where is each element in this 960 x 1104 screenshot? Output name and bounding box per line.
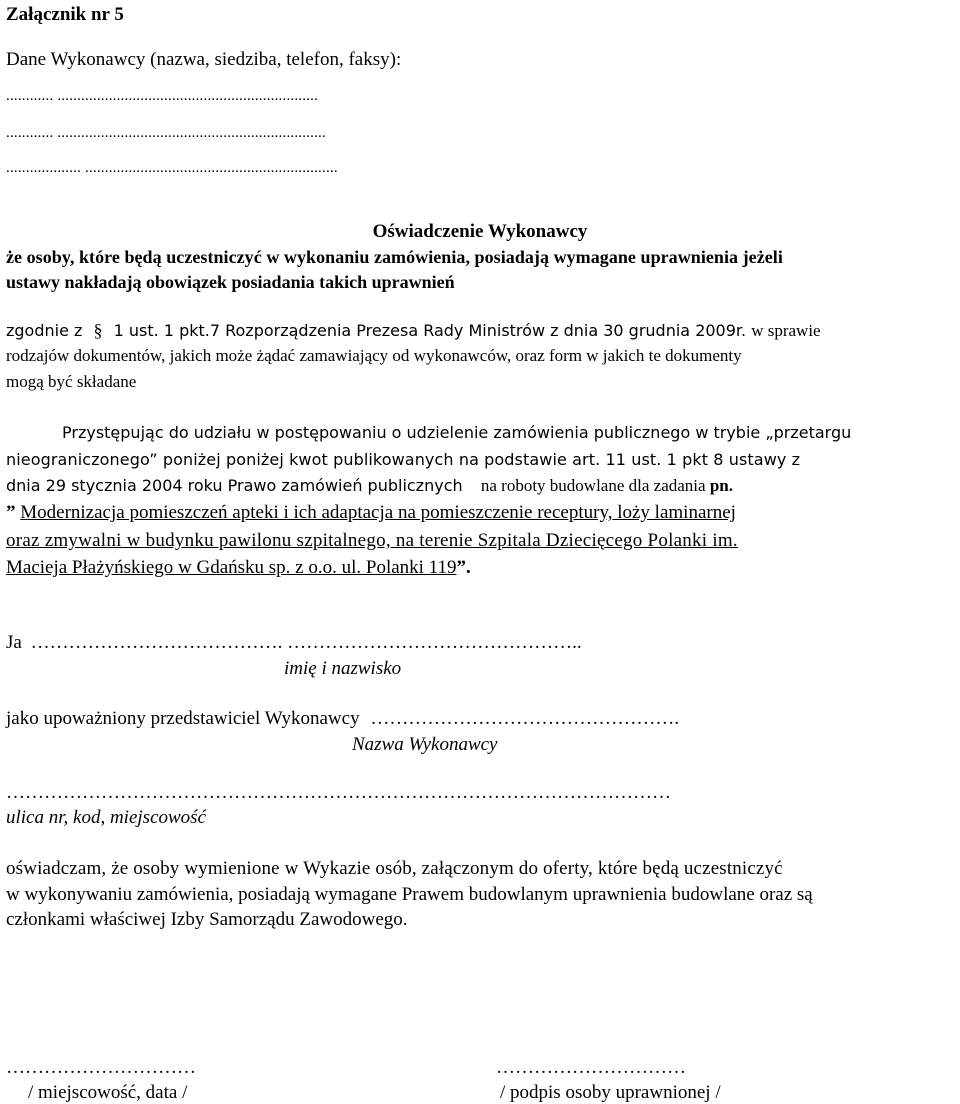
place-date-caption: / miejscowość, data /	[28, 1082, 188, 1103]
address-dots: ……………………………………………………………………………………………	[6, 782, 671, 803]
representative-label: jako upoważniony przedstawiciel Wykonawcy	[6, 708, 360, 729]
company-caption: Nazwa Wykonawcy	[352, 734, 498, 755]
contractor-dots-line-1: ............ ..................................................................	[6, 88, 319, 104]
declaration-line-1: oświadczam, że osoby wymienione w Wykazie osób, załączonym do oferty, które będą uczestniczyć	[6, 858, 783, 879]
statement-subtitle-line-1: że osoby, które będą uczestniczyć w wykonaniu zamówienia, posiadają wymagane uprawnienia jeżeli	[6, 247, 783, 267]
address-caption: ulica nr, kod, miejscowość	[6, 807, 207, 828]
project-name-line-2: oraz zmywalni w budynku pawilonu szpitalnego, na terenie Szpitala Dziecięcego Polanki im.	[6, 530, 738, 551]
place-date-dots: …………………………	[6, 1057, 196, 1078]
intro-line-1: Przystępując do udziału w postępowaniu o udzielenie zamówienia publicznego w trybie „przetargu	[62, 423, 852, 442]
ja-dots: …………………………………. ………………………………………..	[30, 632, 582, 653]
intro-line-3	[6, 476, 733, 496]
contractor-dots-line-2: ............ ....................................................................	[6, 125, 326, 141]
intro-line-3-c: pn.	[709, 476, 733, 495]
signature-caption: / podpis osoby uprawnionej /	[500, 1082, 721, 1103]
intro-line-3-b: na roboty budowlane dla zadania	[480, 476, 706, 495]
opening-quote: ”	[6, 502, 16, 523]
intro-line-4	[6, 502, 736, 524]
intro-line-2: nieograniczonego” poniżej poniżej kwot publikowanych na podstawie art. 11 ust. 1 pkt 8 ustawy z	[6, 450, 801, 469]
legal-basis-text-b: 1 ust. 1 pkt.7 Rozporządzenia Prezesa Rady Ministrów z dnia 30 grudnia 2009r.	[113, 321, 747, 340]
ja-line	[6, 632, 582, 654]
legal-basis-line-2: rodzajów dokumentów, jakich może żądać zamawiający od wykonawców, oraz form w jakich te dokumenty	[6, 346, 742, 365]
legal-basis-text-c: w sprawie	[751, 321, 821, 340]
signature-dots: …………………………	[496, 1057, 686, 1078]
ja-label: Ja	[6, 632, 22, 653]
project-name-line-3: Macieja Płażyńskiego w Gdańsku sp. z o.o. ul. Polanki 119	[6, 557, 457, 578]
representative-dots: ………………………………………….	[370, 708, 680, 729]
declaration-line-2: w wykonywaniu zamówienia, posiadają wymagane Prawem budowlanym uprawnienia budowlane oraz są	[6, 884, 813, 905]
representative-line	[6, 708, 679, 730]
intro-line-3-a: dnia 29 stycznia 2004 roku Prawo zamówień publicznych	[6, 476, 463, 495]
legal-basis-line-1	[6, 320, 821, 341]
attachment-title: Załącznik nr 5	[6, 4, 124, 25]
intro-line-6	[6, 557, 471, 579]
closing-quote: ”.	[456, 557, 471, 578]
statement-subtitle-line-2: ustawy nakładają obowiązek posiadania takich uprawnień	[6, 272, 455, 292]
name-caption: imię i nazwisko	[284, 658, 402, 679]
legal-basis-text-a: zgodnie z	[6, 321, 83, 340]
contractor-data-label: Dane Wykonawcy (nazwa, siedziba, telefon, faksy):	[6, 49, 402, 70]
section-sign: §	[93, 320, 103, 340]
project-name-line-1: Modernizacja pomieszczeń apteki i ich adaptacja na pomieszczenie receptury, loży laminarnej	[20, 502, 736, 523]
legal-basis-line-3: mogą być składane	[6, 372, 137, 391]
declaration-line-3: członkami właściwej Izby Samorządu Zawodowego.	[6, 909, 408, 930]
statement-title: Oświadczenie Wykonawcy	[372, 221, 588, 242]
contractor-dots-line-3: ................... ................................................................	[6, 160, 338, 176]
